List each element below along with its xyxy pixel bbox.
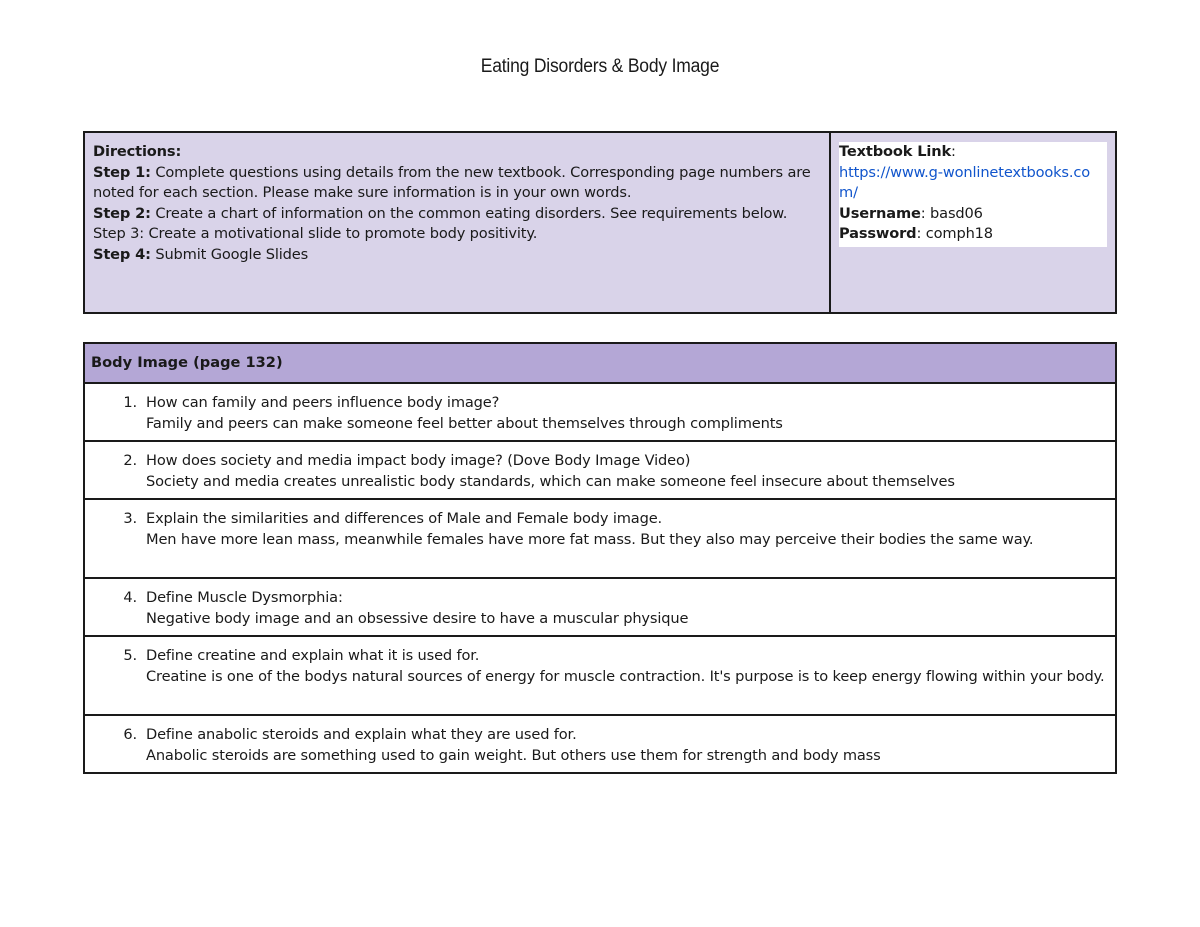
question-text: Define creatine and explain what it is used for.	[146, 647, 480, 664]
question-row	[85, 637, 1115, 716]
step-3: Step 3: Create a motivational slide to promote body positivity.	[93, 225, 538, 242]
directions-cell	[85, 133, 831, 312]
question-text: How does society and media impact body image? (Dove Body Image Video)	[146, 452, 691, 469]
answer-text: Men have more lean mass, meanwhile females have more fat mass. But they also may perceive their bodies the same way.	[146, 530, 1034, 548]
question-row	[85, 716, 1115, 772]
answer-text: Anabolic steroids are something used to gain weight. But others use them for strength and body mass	[146, 746, 881, 764]
question-number: 2.	[123, 452, 137, 469]
question-number: 1.	[123, 394, 137, 411]
step-2-text: Create a chart of information on the common eating disorders. See requirements below.	[150, 204, 788, 222]
question-row	[85, 384, 1115, 442]
question-content	[146, 646, 1107, 714]
step-1	[93, 163, 821, 204]
textbook-link-colon: :	[951, 143, 956, 160]
question-row	[85, 442, 1115, 500]
step-1-label: Step 1:	[93, 163, 151, 181]
answer-text: Society and media creates unrealistic body standards, which can make someone feel insecure about themselves	[146, 472, 955, 490]
directions-table	[83, 131, 1117, 314]
page-title: Eating Disorders & Body Image	[480, 56, 720, 77]
textbook-link-line	[839, 142, 1107, 163]
step-4-text: Submit Google Slides	[150, 245, 309, 263]
question-row	[85, 500, 1115, 579]
answer-text: Negative body image and an obsessive desire to have a muscular physique	[146, 609, 689, 627]
username-value: : basd06	[920, 204, 983, 222]
section-header: Body Image (page 132)	[85, 344, 1115, 384]
password-line	[839, 224, 1107, 245]
question-content	[146, 451, 1107, 498]
answer-text: Family and peers can make someone feel better about themselves through compliments	[146, 414, 783, 432]
step-1-text: Complete questions using details from the new textbook. Corresponding page numbers are noted for each section. Please make sure information is in your own words.	[93, 163, 811, 201]
question-content	[146, 725, 1107, 772]
textbook-info	[839, 142, 1107, 247]
textbook-link-label: Textbook Link	[839, 143, 952, 160]
body-image-table	[83, 342, 1117, 774]
textbook-cell	[831, 133, 1115, 312]
step-4	[93, 245, 821, 266]
question-text: Define anabolic steroids and explain what they are used for.	[146, 726, 577, 743]
username-line	[839, 204, 1107, 225]
password-value: : comph18	[916, 225, 993, 242]
step-2-label: Step 2:	[93, 204, 151, 222]
question-number: 4.	[123, 589, 137, 606]
question-number: 5.	[123, 647, 137, 664]
textbook-link[interactable]: https://www.g-wonlinetextbooks.com/	[839, 163, 1091, 201]
question-number: 6.	[123, 726, 137, 743]
question-number: 3.	[123, 510, 137, 527]
answer-text: Creatine is one of the bodys natural sources of energy for muscle contraction. It's purpose is to keep energy flowing within your body.	[146, 667, 1105, 685]
step-2	[93, 204, 821, 225]
step-4-label: Step 4:	[93, 245, 151, 263]
question-content	[146, 509, 1107, 577]
question-content	[146, 393, 1107, 440]
question-text: How can family and peers influence body image?	[146, 394, 500, 411]
question-row	[85, 579, 1115, 637]
question-text: Explain the similarities and differences of Male and Female body image.	[146, 510, 663, 527]
question-text: Define Muscle Dysmorphia:	[146, 589, 343, 606]
password-label: Password	[839, 225, 917, 242]
question-content	[146, 588, 1107, 635]
username-label: Username	[839, 204, 921, 222]
directions-heading: Directions:	[93, 143, 182, 160]
